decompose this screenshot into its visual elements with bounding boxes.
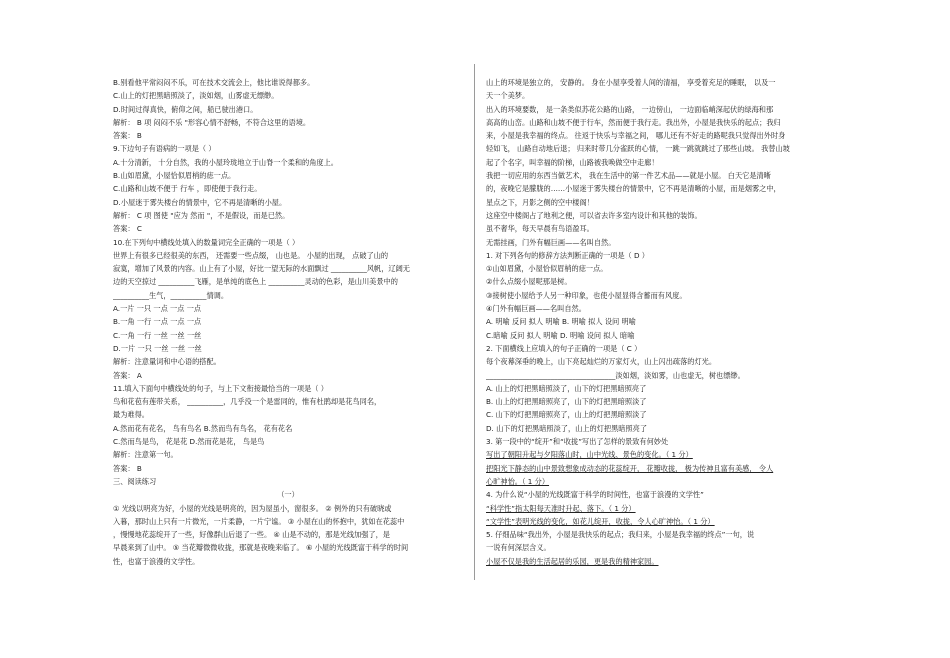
question-5: 5. 仔细品味“我出外，小屋是我快乐的起点；我归来，小屋是我幸福的终点”一句，说	[486, 530, 755, 540]
answer-line: 答案： A	[113, 370, 142, 380]
question-3: 3. 第一段中的“绽开”和“收拢”写出了怎样的景致有何妙处	[486, 437, 669, 447]
passage-line: ① 光线以明亮为好，小屋的光线是明亮的，因为屋虽小，窗很多。 ② 例外的只有破晓或	[113, 503, 392, 513]
text-line: 寂寞，增加了风景的内容。山上有了小屋，好比一望无际的水面飘过 __________风帆，辽阔无	[113, 264, 410, 274]
left-column	[113, 76, 463, 568]
option-line: A. 明喻 反问 拟人 明喻 B. 明喻 拟人 设问 明喻	[486, 317, 636, 327]
passage-line: 我把一切应用的东西当做艺术， 我在生活中的第一件艺术品——就是小屋。 白天它是清晰	[486, 171, 771, 181]
passage-line: 星点之下，月影之侧的空中楼阁！	[486, 197, 594, 207]
analysis-line: 解析：注意第一句。	[113, 450, 178, 460]
answer-line: 答案： C	[113, 224, 142, 234]
answer-line: 把阳光下静态的山中景致想象成动态的花蕊绽开， 花瓣收拢， 极为传神且富有美感， 令人	[486, 463, 774, 473]
text-line: D.时间过得真快，俯仰之间，船已驶出港口。	[113, 104, 258, 114]
text-line: 鸟和花苞有莲带关系， __________，几乎没一个是雷同的，惟有杜鹃却是花鸟同名，	[113, 397, 382, 407]
answer-line: “科学性”指太阳每天准时升起、落下。（ 1 分）	[486, 503, 636, 513]
passage-line: 起了个名字，叫幸福的阶梯，山路被我唤做空中走廊！	[486, 157, 659, 167]
passage-line: 这座空中楼阁占了地利之便，可以省去许多室内设计和其他的装饰。	[486, 210, 702, 220]
option-line: B.一角 一行 一点 一点 一点	[113, 317, 202, 327]
text-line: 边的天空掠过 __________飞雁，是单纯的底色上 __________灵动的色彩，是山川美景中的	[113, 277, 398, 287]
option-line: C.山路和山坡不便于 行车 ，即使便于我行走。	[113, 184, 262, 194]
text-line: 一说有何深层含义。	[486, 543, 551, 553]
analysis-line: 解析： C 项 图使 "应为 然而 "，不是假设，而是已然。	[113, 210, 290, 220]
passage-line: 轻如飞， 山路自动地后退； 归来时带几分雀跃的心情， 一跳一跳就跳过了那些山坡。 我替山坡	[486, 144, 790, 154]
question-1: 1. 对下列各句的修辞方法判断正确的一项是（ D ）	[486, 250, 649, 260]
right-column	[486, 76, 856, 568]
option-line: D.一片 一只 一丝 一丝 一丝	[113, 343, 202, 353]
answer-line: 心旷神怡。（ 1 分）	[486, 476, 550, 486]
option-line: C.暗喻 反问 拟人 明喻 D. 明喻 设问 拟人 暗喻	[486, 330, 635, 340]
question-11: 11.填入下面句中横线处的句子，与上下文衔接最恰当的一项是（ ）	[113, 383, 328, 393]
passage-line: 入暮，那时山上只有一片微光，一片柔静，一片宁谧。 ③ 小屋在山的怀抱中，犹如在花蕊中	[113, 516, 405, 526]
answer-line: 写出了朝阳升起与夕阳落山时，山中光线、景色的变化。（ 1 分）	[486, 450, 693, 460]
option-line: B. 山上的灯把黑暗照亮了，山下的灯把黑暗照淡了	[486, 397, 647, 407]
question-10: 10.在下列句中横线处填入的数量词完全正确的一项是（ ）	[113, 237, 300, 247]
passage-line: 出入的环境要数， 是一条类似苏花公路的山路， 一边傍山， 一边面临峭深起伏的绿海和那	[486, 104, 774, 114]
item-line: ①山如眉黛，小屋恰似眉梢的痣一点。	[486, 264, 608, 274]
answer-line: “文学性”表明光线的变化，如花儿绽开，收拢，令人心旷神怡。（ 1 分）	[486, 516, 715, 526]
passage-line: 无需挂画，门外有幅巨画——名叫自然。	[486, 237, 616, 247]
text-line: 最为难得。	[113, 410, 149, 420]
passage-line: 虽不奢华，每天早晨有鸟语盈耳。	[486, 224, 594, 234]
passage-line: ，慢慢地花蕊绽开了一些，好像群山后退了一些。 ④ 山是不动的，那是光线加强了，是	[113, 530, 390, 540]
question-4: 4. 为什么说“小屋的光线既富于科学的时间性，也富于浪漫的文学性”	[486, 490, 704, 500]
item-line: ③接树使小屋给予人另一种印象，也使小屋显得含蓄而有风度。	[486, 290, 687, 300]
option-line: A.十分清新， 十分自然，我的小屋玲珑地立于山脊一个柔和的角度上。	[113, 157, 338, 167]
option-line: D. 山下的灯把黑暗照淡了，山上的灯把黑暗照亮了	[486, 423, 648, 433]
passage-line: 天一个美梦。	[486, 91, 530, 101]
answer-line: 小屋不仅是我的生活起居的乐园，更是我的精神家园。	[486, 556, 659, 566]
answer-line: 答案： B	[113, 463, 142, 473]
passage-line: 的，夜晚它是朦胧的……小屋迷于雾失楼台的情景中，它不再是清晰的小屋，而是烟雾之中，	[486, 184, 781, 194]
passage-line: 来，小屋是我幸福的终点。 往返于快乐与幸福之间， 哪儿还有不好走的路呢我只觉得出外时身	[486, 131, 786, 141]
analysis-line: 解析：注意量词和中心语的搭配。	[113, 357, 221, 367]
option-line: A.然而花有花名， 鸟有鸟名 B.然而鸟有鸟名， 花有花名	[113, 423, 293, 433]
section-heading: 三、阅读练习	[113, 476, 157, 486]
text-line: 世界上有很多已经很美的东西， 还需要一些点缀， 山也是。 小屋的出现， 点破了山的	[113, 250, 389, 260]
option-line: D.小屋迷于雾失楼台的情景中，它不再是清晰的小屋。	[113, 197, 287, 207]
text-line: ____________________________________淡如烟，淡如雾，山也虚无，树也缥缈。	[486, 370, 745, 380]
option-line: A.一片 一只 一点 一点 一点	[113, 304, 202, 314]
question-9: 9.下边句子有语病的一项是（ ）	[113, 144, 216, 154]
passage-number: （一）	[277, 490, 299, 500]
option-line: B.山如眉黛，小屋恰似眉梢的痣一点。	[113, 171, 236, 181]
text-line: __________生气，__________情调。	[113, 290, 229, 300]
option-line: A. 山上的灯把黑暗照淡了，山下的灯把黑暗照亮了	[486, 383, 647, 393]
item-line: ②什么点缀小屋呢那是树。	[486, 277, 572, 287]
option-line: C. 山下的灯把黑暗照亮了，山上的灯把黑暗照淡了	[486, 410, 647, 420]
text-line: 每个夜幕深垂的晚上，山下亮起灿烂的万家灯火，山上闪出疏落的灯光。	[486, 357, 717, 367]
column-divider	[474, 64, 475, 580]
passage-line: 高高的山峦。山路和山坡不便于行车，然而便于我行走。我出外，小屋是我快乐的起点；我归	[486, 117, 781, 127]
answer-line: 答案： B	[113, 131, 142, 141]
text-line: B.别看他平常闷闷不乐，可在技术交流会上，他比谁说得都多。	[113, 78, 315, 87]
option-line: C.然而鸟是鸟， 花是花 D.然而花是花， 鸟是鸟	[113, 437, 265, 447]
analysis-line: 解析： B 项 闷闷不乐 "形容心情不舒畅，不符合这里的语境。	[113, 117, 311, 127]
item-line: ④门外有幅巨画——名叫自然。	[486, 304, 586, 314]
passage-line: 早晨来到了山中。 ⑤ 当花瓣微微收拢，那就是夜晚来临了。 ⑥ 小屋的光线既富于科学的时间	[113, 543, 409, 553]
passage-line: 性，也富于浪漫的文学性。	[113, 556, 200, 566]
option-line: C.一角 一行 一丝 一丝 一丝	[113, 330, 202, 340]
passage-line: 山上的环境是独立的， 安静的。 身在小屋享受着人间的清福， 享受着充足的睡眠， 以及一	[486, 78, 776, 87]
text-line: C.山上的灯把黑暗照淡了，淡如烟，山雾虚无缥缈。	[113, 91, 279, 101]
question-2: 2. 下面横线上应填入的句子正确的一项是（ C ）	[486, 343, 642, 353]
